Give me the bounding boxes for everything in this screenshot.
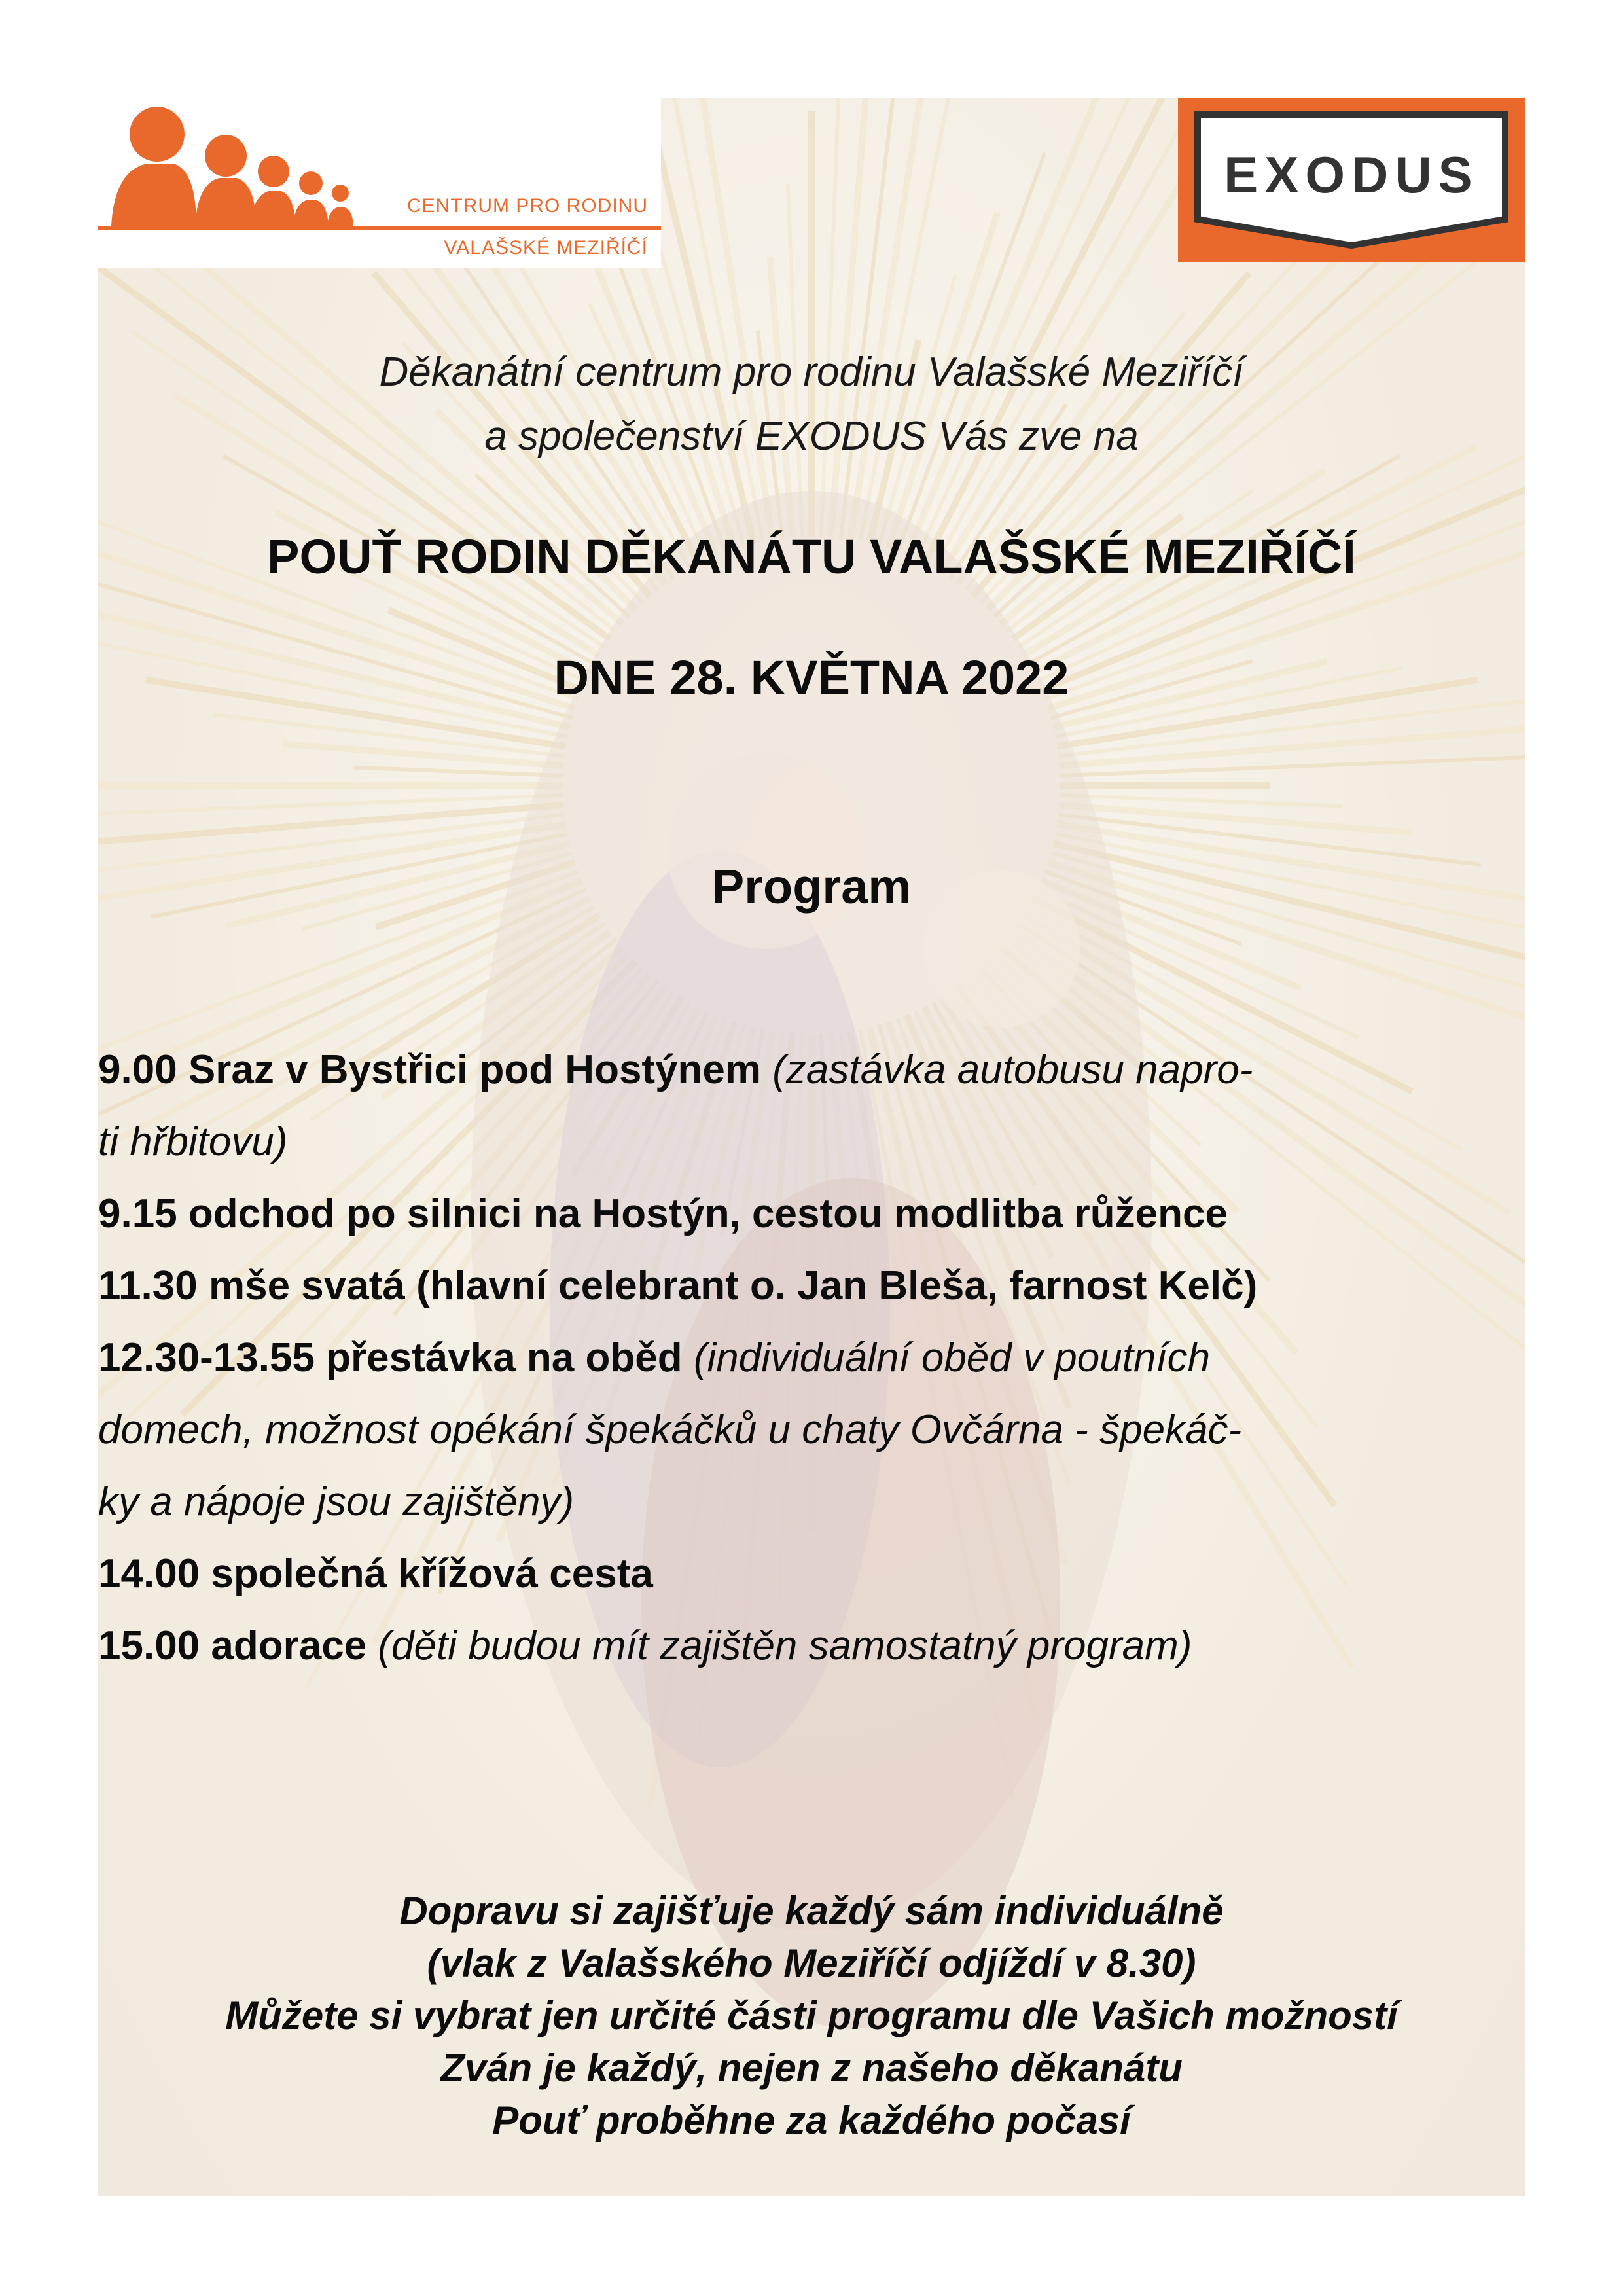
invitation-text <box>98 340 1525 469</box>
notes-block <box>98 1885 1525 2147</box>
program-note-text: (individuální oběd v poutních <box>693 1335 1211 1380</box>
program-item-continued <box>98 1466 1525 1538</box>
event-title: POUŤ RODIN DĚKANÁTU VALAŠSKÉ MEZIŘÍČÍ <box>267 529 1356 584</box>
note-line: Dopravu si zajišťuje každý sám individuálně <box>399 1889 1224 1933</box>
program-item-continued <box>98 1106 1525 1178</box>
program-note-text: domech, možnost opékání špekáčků u chaty Ovčárna - špekáč- <box>98 1407 1242 1452</box>
program-time-text: 12.30-13.55 přestávka na oběd <box>98 1335 694 1380</box>
program-time-text: 9.15 odchod po silnici na Hostýn, cestou modlitba růžence <box>98 1191 1228 1236</box>
program-note-text: ky a nápoje jsou zajištěny) <box>98 1479 575 1524</box>
logo-line-2: VALAŠSKÉ MEZIŘÍČÍ <box>444 237 648 259</box>
note-line: Zván je každý, nejen z našeho děkanátu <box>440 2046 1183 2090</box>
intro-line-1: Děkanátní centrum pro rodinu Valašské Meziříčí <box>379 350 1244 395</box>
program-list <box>98 1034 1525 1682</box>
exodus-wordmark: EXODUS <box>1224 146 1479 204</box>
program-item <box>98 1610 1525 1682</box>
note-line: Pouť proběhne za každého počasí <box>492 2098 1131 2142</box>
program-item <box>98 1322 1525 1394</box>
program-note-text: (děti budou mít zajištěn samostatný program) <box>378 1623 1192 1668</box>
program-item-continued <box>98 1394 1525 1466</box>
program-note-text: (zastávka autobusu napro- <box>772 1047 1253 1092</box>
note-line: (vlak z Valašského Meziříčí odjíždí v 8.30) <box>427 1941 1196 1985</box>
program-heading: Program <box>711 859 912 914</box>
program-time-text: 11.30 mše svatá (hlavní celebrant o. Jan Bleša, farnost Kelč) <box>98 1263 1258 1308</box>
program-time-text: 9.00 Sraz v Bystřici pod Hostýnem <box>98 1047 773 1092</box>
intro-line-2: a společenství EXODUS Vás zve na <box>484 414 1139 459</box>
event-date: DNE 28. KVĚTNA 2022 <box>554 651 1069 705</box>
logo-line-1: CENTRUM PRO RODINU <box>407 195 648 217</box>
program-item <box>98 1178 1525 1250</box>
program-time-text: 14.00 společná křížová cesta <box>98 1551 653 1596</box>
program-note-text: ti hřbitovu) <box>98 1119 288 1164</box>
note-line: Můžete si vybrat jen určité části programu dle Vašich možností <box>225 1994 1398 2037</box>
program-item <box>98 1250 1525 1322</box>
logo-underline <box>98 226 661 230</box>
program-item <box>98 1034 1525 1106</box>
program-item <box>98 1538 1525 1610</box>
exodus-logo <box>1178 98 1525 262</box>
program-time-text: 15.00 adorace <box>98 1623 378 1668</box>
centrum-pro-rodinu-logo <box>98 98 661 268</box>
